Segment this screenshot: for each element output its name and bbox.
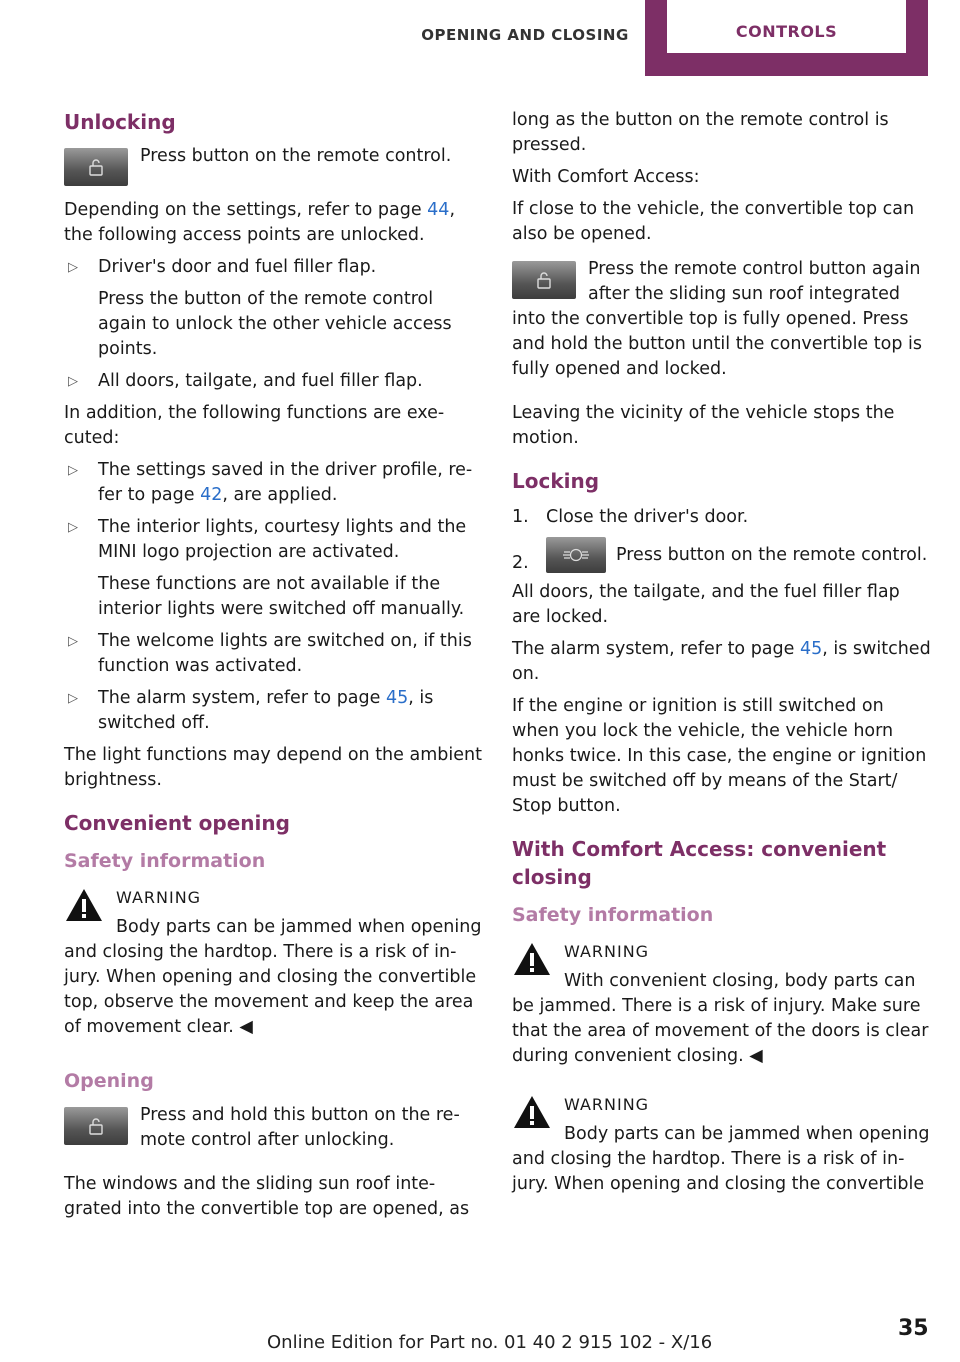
list-item: 1. Close the driver's door. xyxy=(512,507,749,527)
triangle-bullet-icon: ▷ xyxy=(68,260,78,275)
triangle-bullet-icon: ▷ xyxy=(68,634,78,649)
locking-steps xyxy=(512,505,932,573)
comfort-access-text: If close to the vehicle, the convertible top can also be opened. xyxy=(512,199,915,244)
continuation-text: long as the button on the remote control is pressed. xyxy=(512,110,889,155)
triangle-bullet-icon: ▷ xyxy=(68,520,78,535)
triangle-bullet-icon: ▷ xyxy=(68,463,78,478)
again-button-image xyxy=(512,261,576,299)
opening-button-image xyxy=(64,1107,128,1145)
mini-logo-icon xyxy=(562,548,590,562)
opening-button-text: Press and hold this button on the remote control after unlocking. xyxy=(140,1105,460,1150)
unlocking-heading: Unlocking xyxy=(64,110,176,134)
warning-block xyxy=(512,1092,932,1204)
warning-triangle-icon xyxy=(64,885,104,925)
section-title: OPENING AND CLOSING xyxy=(421,26,629,44)
page-number: 35 xyxy=(898,1316,929,1341)
safety-heading: Safety information xyxy=(64,850,266,872)
comfort-access-label: With Comfort Access: xyxy=(512,167,700,187)
unlock-block xyxy=(64,144,484,190)
list-item: 2. Press button on the remote control. xyxy=(512,537,932,573)
chapter-tab xyxy=(645,0,928,76)
again-block xyxy=(512,257,932,389)
edition-text: Online Edition for Part no. 01 40 2 915 102 - X/16 xyxy=(267,1332,713,1353)
triangle-bullet-icon: ▷ xyxy=(68,374,78,389)
windows-text: The windows and the sliding sun roof integrated into the convertible top are opened, as xyxy=(64,1174,470,1219)
alarm-paragraph: The alarm system, refer to page 45, is switched on. xyxy=(512,639,931,684)
page-link-44[interactable]: 44 xyxy=(427,200,450,220)
page-link-45[interactable]: 45 xyxy=(799,639,823,659)
safety-heading: Safety information xyxy=(512,904,714,926)
list-item: ▷ All doors, tailgate, and fuel filler flap. xyxy=(64,369,484,394)
page-header xyxy=(0,0,960,80)
unlock-icon xyxy=(88,158,104,176)
page-link-42[interactable]: 42 xyxy=(200,485,223,505)
triangle-bullet-icon: ▷ xyxy=(68,691,78,706)
list-item: ▷ The alarm system, refer to page 45, is switched off. xyxy=(68,688,434,733)
warning-text: Body parts can be jammed when opening and closing the hardtop. There is a risk of injury. When opening and closing the convertible xyxy=(512,1124,930,1194)
engine-text: If the engine or ignition is still switched on when you lock the vehicle, the vehicle horn honks twice. In this case, the engine or ignition must be switched off by means of the Start/ Stop button. xyxy=(512,696,927,816)
chapter-title: CONTROLS xyxy=(735,22,838,41)
unlock-icon xyxy=(536,271,552,289)
warning-label: WARNING xyxy=(564,942,650,961)
locking-heading: Locking xyxy=(512,469,600,493)
unlock-button-image xyxy=(64,148,128,186)
list-item: ▷ The welcome lights are switched on, if this function was activated. xyxy=(68,631,472,676)
left-column xyxy=(64,108,484,1229)
warning-label: WARNING xyxy=(116,888,202,907)
warning-triangle-icon xyxy=(512,1092,552,1132)
right-column xyxy=(512,108,932,1204)
functions-list xyxy=(64,458,484,736)
opening-block xyxy=(64,1103,484,1160)
unlock-button-text: Press button on the remote control. xyxy=(140,146,452,166)
all-locked-text: All doors, the tailgate, and the fuel filler flap are locked. xyxy=(512,582,900,627)
comfort-closing-heading: With Comfort Access: convenient closing xyxy=(512,837,887,889)
addition-text: In addition, the following functions are executed: xyxy=(64,403,445,448)
list-item: ▷ Driver's door and fuel filler flap. Press the button of the remote control again to unlock the other vehicle access points. xyxy=(68,257,452,359)
opening-heading: Opening xyxy=(64,1070,154,1092)
light-note: The light functions may depend on the ambient brightness. xyxy=(64,745,482,790)
again-button-text: Press the remote control button again after the sliding sun roof integrated into the convertible top is fully opened. Press and hold the button until the convertible top is fully opened and locked. xyxy=(512,259,922,379)
unlock-icon xyxy=(88,1117,104,1135)
page-link-45[interactable]: 45 xyxy=(385,688,409,708)
warning-triangle-icon xyxy=(512,939,552,979)
list-item: ▷ The settings saved in the driver profile, refer to page 42, are applied. xyxy=(68,460,473,505)
warning-text: With convenient closing, body parts can be jammed. There is a risk of injury. Make sure that the area of movement of the doors is clear during convenient closing. ◀ xyxy=(512,971,929,1066)
leaving-text: Leaving the vicinity of the vehicle stops the motion. xyxy=(512,403,895,448)
convenient-opening-heading: Convenient opening xyxy=(64,811,290,835)
lock-button-image xyxy=(546,537,606,573)
list-item: ▷ The interior lights, courtesy lights and the MINI logo projection are activated. These functions are not available if the interior lights were switched off manually. xyxy=(68,517,467,619)
warning-label: WARNING xyxy=(564,1095,650,1114)
warning-block xyxy=(64,885,484,1047)
access-list xyxy=(64,255,484,394)
settings-paragraph: Depending on the settings, refer to page 44, the following access points are unlocked. xyxy=(64,200,456,245)
warning-block xyxy=(512,939,932,1076)
warning-text: Body parts can be jammed when opening and closing the hardtop. There is a risk of injury. When opening and closing the convertible top, observe the movement and keep the area of movement clear. ◀ xyxy=(64,917,482,1037)
